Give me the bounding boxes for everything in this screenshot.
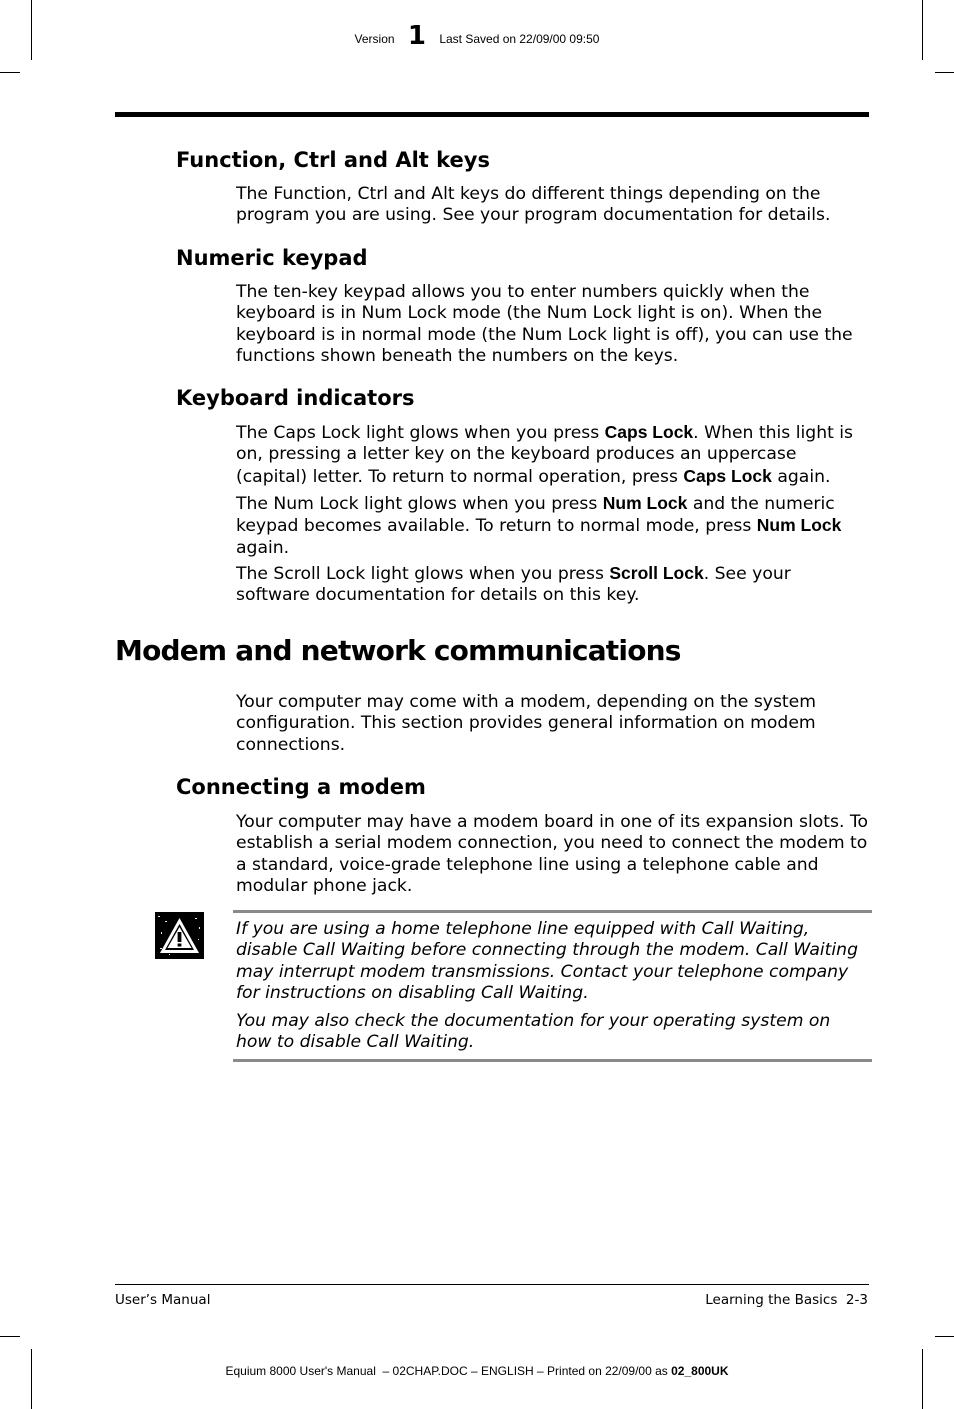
note-top-rule (233, 910, 872, 913)
print-info-line: Equium 8000 User's Manual – 02CHAP.DOC – ENGLISH – Printed on 22/09/00 as 02_800UK (225, 1364, 729, 1378)
crop-mark (0, 72, 20, 73)
key-scroll-lock: Scroll Lock (609, 563, 704, 583)
para-num-lock: The Num Lock light glows when you press Num Lock and the numeric keypad becomes available. To return to normal mode, press Num Lock again. (236, 493, 842, 558)
footer-page-number: Learning the Basics 2-3 (705, 1292, 868, 1308)
para-caps-lock: The Caps Lock light glows when you press Caps Lock. When this light is on, pressing a letter key on the keyboard produces an uppercase (capital) letter. To return to normal operation, press Caps Lock again. (236, 422, 854, 487)
print-code: 02_800UK (671, 1364, 729, 1378)
heading-numeric-keypad: Numeric keypad (176, 246, 368, 270)
heading-function-keys: Function, Ctrl and Alt keys (176, 148, 490, 172)
crop-mark (935, 1336, 954, 1337)
key-caps-lock: Caps Lock (604, 422, 694, 442)
para-modem-intro: Your computer may come with a modem, depending on the system configuration. This section provides general information on modem connections. (236, 692, 816, 755)
heading-keyboard-indicators: Keyboard indicators (176, 386, 415, 410)
para-connecting-modem: Your computer may have a modem board in one of its expansion slots. To establish a serial modem connection, you need to connect the modem to a standard, voice-grade telephone line using a telephone cable and modular phone jack. (236, 812, 868, 896)
note-bottom-rule (233, 1059, 872, 1062)
crop-mark (31, 1349, 32, 1409)
bottom-rule (115, 1284, 869, 1285)
version-header (0, 21, 954, 54)
top-rule (115, 112, 869, 117)
warning-text-2: You may also check the documentation for your operating system on how to disable Call Waiting. (236, 1011, 831, 1053)
key-caps-lock: Caps Lock (683, 465, 772, 486)
section-title-modem: Modem and network communications (115, 634, 681, 667)
footer-manual-title: User’s Manual (115, 1292, 211, 1308)
crop-mark (935, 72, 954, 73)
key-num-lock: Num Lock (756, 515, 842, 536)
version-label: Version (354, 32, 395, 46)
para-numeric-keypad: The ten-key keypad allows you to enter numbers quickly when the keyboard is in Num Lock mode (the Num Lock light is on). When the keyboard is in normal mode (the Num Lock light is off), you can use the functions shown beneath the numbers on the keys. (236, 282, 853, 366)
key-num-lock: Num Lock (602, 493, 688, 513)
version-number: 1 (407, 21, 426, 51)
para-scroll-lock: The Scroll Lock light glows when you press Scroll Lock. See your software documentation for details on this key. (236, 563, 791, 606)
heading-connecting-modem: Connecting a modem (176, 775, 426, 799)
last-saved: Last Saved on 22/09/00 09:50 (439, 32, 600, 46)
para-function-keys: The Function, Ctrl and Alt keys do different things depending on the program you are using. See your program documentation for details. (236, 184, 831, 226)
warning-triangle-icon (155, 912, 204, 959)
crop-mark (0, 1336, 20, 1337)
warning-text-1: If you are using a home telephone line equipped with Call Waiting, disable Call Waiting before connecting through the modem. Call Waiting may interrupt modem transmissions. Contact your telephone company for instructions on disabling Call Waiting. (236, 919, 858, 1003)
crop-mark (922, 1349, 923, 1409)
